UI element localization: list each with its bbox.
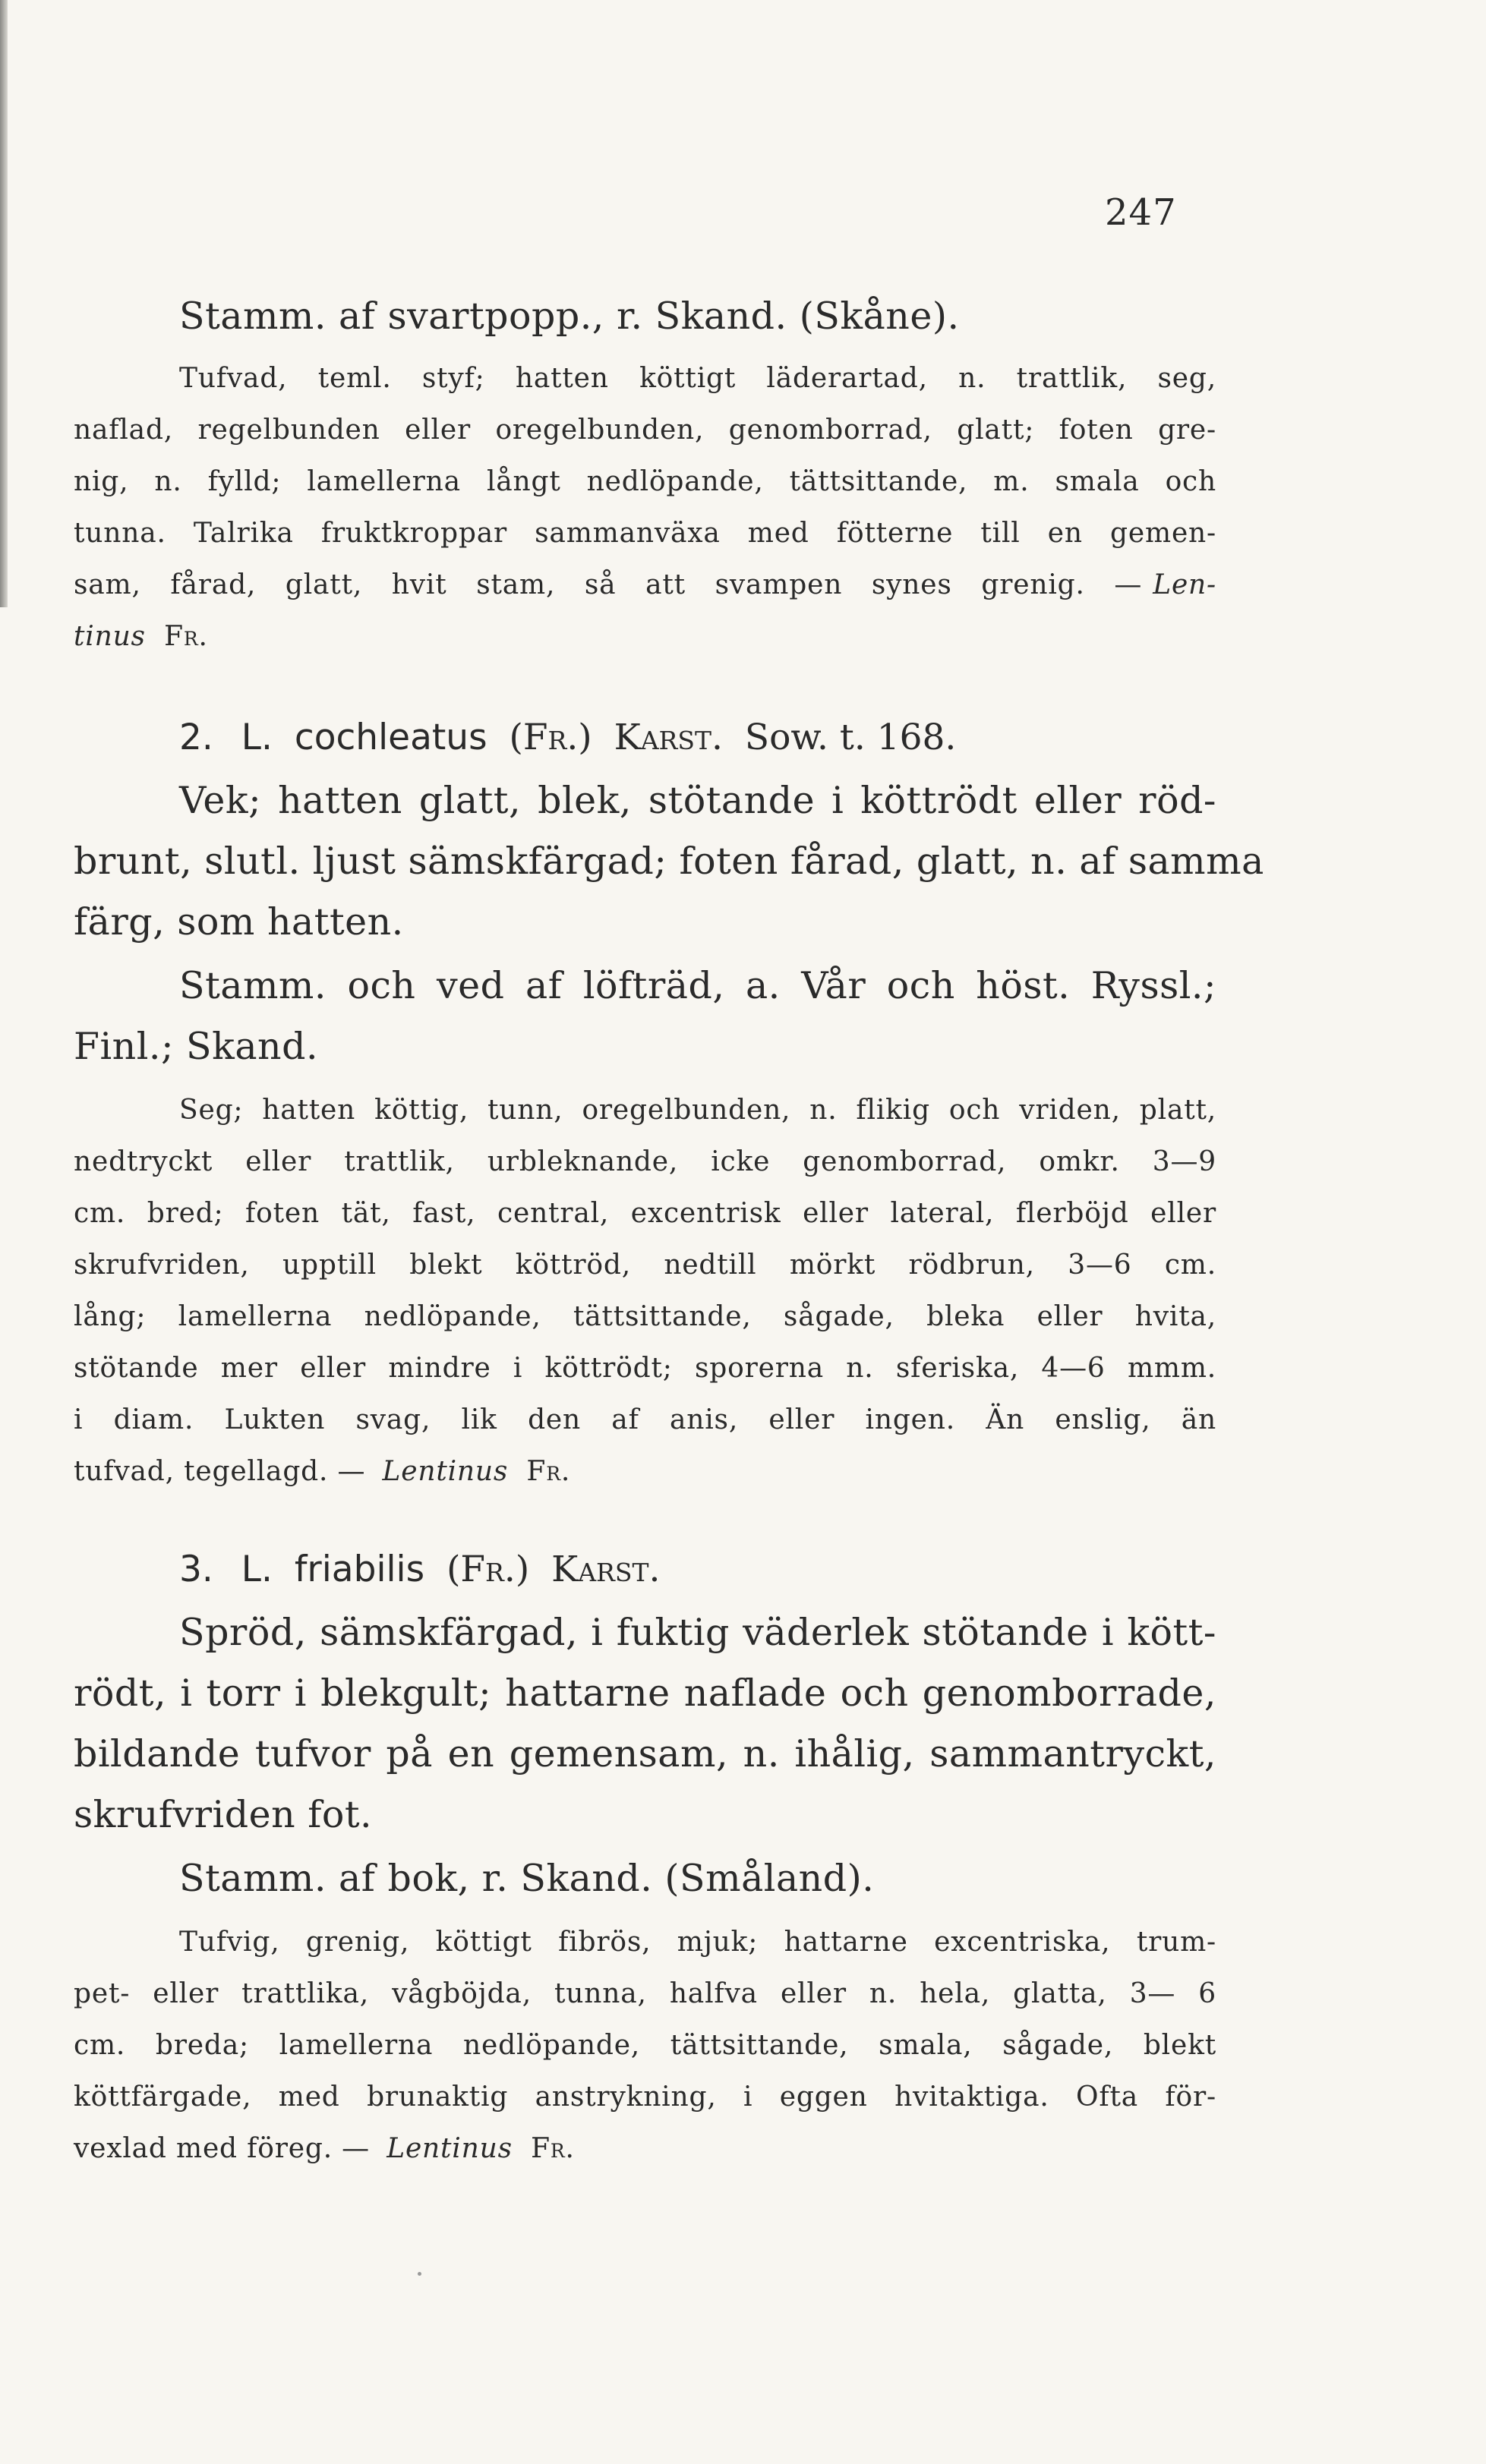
diagnosis-line: Spröd, sämskfärgad, i fuktig väderlek stötande i kött- <box>179 1611 1216 1654</box>
description-line: tunna. Talrika fruktkroppar sammanväxa med fötterne till en gemen- <box>74 518 1216 549</box>
paren-close: ) <box>515 1549 530 1590</box>
description-line: skrufvriden, upptill blekt köttröd, nedtill mörkt rödbrun, 3—6 cm. <box>74 1249 1216 1281</box>
author-line <box>74 1456 570 1487</box>
genus-name-italic: Lentinus <box>382 1456 509 1487</box>
paren-open: ( <box>446 1549 461 1590</box>
habitat-line: Stamm. af bok, r. Skand. (Småland). <box>179 1857 875 1900</box>
description-line: pet- eller trattlika, vågböjda, tunna, halfva eller n. hela, glatta, 3— 6 <box>74 1978 1216 2009</box>
author-karst: Karst. <box>551 1549 661 1590</box>
genus-abbrev: L. <box>241 1549 273 1590</box>
genus-name-italic: Len- <box>1153 569 1216 600</box>
diagnosis-line: rödt, i torr i blekgult; hattarne naflade och genomborrade, <box>74 1672 1216 1715</box>
description-line: i diam. Lukten svag, lik den af anis, eller ingen. Än enslig, än <box>74 1404 1216 1435</box>
author-abbrev: Fr. <box>526 1456 571 1487</box>
paren-close: ) <box>578 717 592 758</box>
author-line <box>74 621 208 652</box>
species-authority <box>510 717 592 758</box>
description-line: Tufvad, teml. styf; hatten köttigt läderartad, n. trattlik, seg, <box>179 363 1216 394</box>
diagnosis-line: brunt, slutl. ljust sämskfärgad; foten fårad, glatt, n. af samma <box>74 840 1264 883</box>
description-text: sam, fårad, glatt, hvit stam, så att svampen synes grenig. — <box>74 569 1143 600</box>
species-heading <box>179 717 956 758</box>
species-epithet: cochleatus <box>294 717 487 758</box>
description-text: tufvad, tegellagd. — <box>74 1456 366 1487</box>
description-text: vexlad med föreg. — <box>74 2133 370 2164</box>
description-line: naflad, regelbunden eller oregelbunden, genomborrad, glatt; foten gre- <box>74 414 1216 446</box>
genus-abbrev: L. <box>241 717 273 758</box>
author-line <box>74 2133 575 2164</box>
description-line <box>74 569 1216 600</box>
page-edge-shadow <box>0 0 8 607</box>
author-karst: Karst. <box>614 717 723 758</box>
description-line: nedtryckt eller trattlik, urbleknande, icke genomborrad, omkr. 3—9 <box>74 1146 1216 1177</box>
description-line: cm. breda; lamellerna nedlöpande, tättsittande, smala, sågade, blekt <box>74 2030 1216 2061</box>
description-line: Tufvig, grenig, köttigt fibrös, mjuk; hattarne excentriska, trum- <box>179 1927 1216 1958</box>
description-line: nig, n. fylld; lamellerna långt nedlöpande, tättsittande, m. smala och <box>74 466 1216 497</box>
description-line: köttfärgade, med brunaktig anstrykning, i eggen hvitaktiga. Ofta för- <box>74 2081 1216 2113</box>
species-number: 2. <box>179 717 213 758</box>
diagnosis-line: skrufvriden fot. <box>74 1793 373 1836</box>
genus-name-italic: Lentinus <box>386 2133 513 2164</box>
diagnosis-line: bildande tufvor på en gemensam, n. ihålig, sammantryckt, <box>74 1732 1216 1776</box>
description-line: lång; lamellerna nedlöpande, tättsittande, sågade, bleka eller hvita, <box>74 1301 1216 1332</box>
author-abbrev: Fr. <box>531 2133 575 2164</box>
diagnosis-line: Vek; hatten glatt, blek, stötande i köttrödt eller röd- <box>179 779 1216 822</box>
habitat-line: Stamm. och ved af löfträd, a. Vår och höst. Ryssl.; <box>179 964 1216 1007</box>
species-heading <box>179 1549 660 1590</box>
genus-name-italic: tinus <box>74 621 146 652</box>
author-fr: Fr. <box>522 717 579 758</box>
species-number: 3. <box>179 1549 213 1590</box>
author-fr: Fr. <box>460 1549 516 1590</box>
species-epithet: friabilis <box>294 1549 425 1590</box>
ink-speck <box>418 2272 421 2276</box>
species-authority <box>446 1549 529 1590</box>
description-line: Seg; hatten köttig, tunn, oregelbunden, n. flikig och vriden, platt, <box>179 1095 1216 1126</box>
habitat-line: Stamm. af svartpopp., r. Skand. (Skåne). <box>179 295 960 338</box>
diagnosis-line: färg, som hatten. <box>74 900 404 944</box>
paren-open: ( <box>509 717 523 758</box>
description-line: cm. bred; foten tät, fast, central, excentrisk eller lateral, flerböjd eller <box>74 1198 1216 1229</box>
habitat-line: Finl.; Skand. <box>74 1025 319 1068</box>
author-abbrev: Fr. <box>164 621 208 652</box>
description-line: stötande mer eller mindre i köttrödt; sporerna n. sferiska, 4—6 mmm. <box>74 1353 1216 1384</box>
plate-reference: Sow. t. 168. <box>744 717 957 758</box>
page-number: 247 <box>1105 191 1177 234</box>
